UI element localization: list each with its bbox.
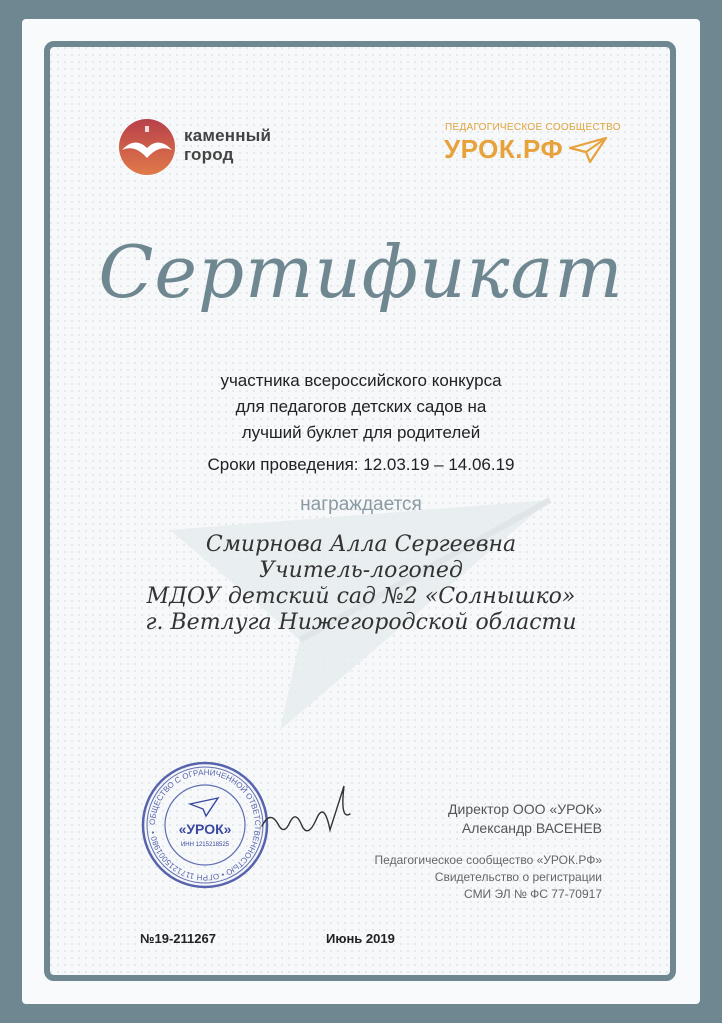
- subtitle-line3: лучший буклет для родителей: [241, 423, 481, 442]
- certificate-date: Июнь 2019: [326, 931, 395, 946]
- subtitle-line1: участника всероссийского конкурса: [220, 371, 502, 390]
- stamp-center-text: «УРОК»: [178, 821, 232, 837]
- paper-plane-icon: [568, 136, 608, 164]
- registry-block: [320, 852, 602, 903]
- registry-line1: Педагогическое сообщество «УРОК.РФ»: [374, 853, 602, 867]
- recipient-block: [60, 532, 662, 636]
- certificate-number: №19-211267: [140, 931, 216, 946]
- recipient-organization: МДОУ детский сад №2 «Солнышко»: [146, 584, 576, 609]
- awarded-label: награждается: [300, 494, 422, 515]
- logo-line1: каменный: [184, 126, 272, 145]
- certificate-subtitle: [60, 368, 662, 478]
- director-signature: [258, 780, 358, 850]
- recipient-name: Смирнова Алла Сергеевна: [205, 532, 517, 557]
- subtitle-dates: Сроки проведения: 12.03.19 – 14.06.19: [207, 455, 515, 474]
- urok-logo-text: УРОК.РФ: [444, 134, 564, 164]
- director-block: [360, 800, 602, 838]
- recipient-city: г. Ветлуга Нижегородской области: [145, 610, 577, 635]
- stamp-ring-text: ОБЩЕСТВО С ОГРАНИЧЕННОЙ ОТВЕТСТВЕННОСТЬЮ • ОГРН 1171215001980 •: [147, 767, 263, 883]
- company-stamp: [140, 760, 270, 890]
- registry-line3: СМИ ЭЛ № ФС 77-70917: [464, 887, 602, 901]
- director-title: Директор ООО «УРОК»: [448, 801, 602, 817]
- kamenny-gorod-logo-icon: [118, 118, 176, 176]
- recipient-position: Учитель-логопед: [259, 558, 463, 583]
- urok-logo-caption: ПЕДАГОГИЧЕСКОЕ СООБЩЕСТВО: [445, 122, 621, 133]
- registry-line2: Свидетельство о регистрации: [434, 870, 602, 884]
- kamenny-gorod-logo-text: [184, 126, 271, 164]
- subtitle-line2: для педагогов детских садов на: [235, 397, 487, 416]
- director-name: Александр ВАСЕНЕВ: [461, 820, 602, 836]
- stamp-inn-text: ИНН 1215218525: [180, 842, 230, 848]
- certificate-title: Сертификат: [98, 230, 624, 314]
- logo-line2: город: [184, 145, 234, 164]
